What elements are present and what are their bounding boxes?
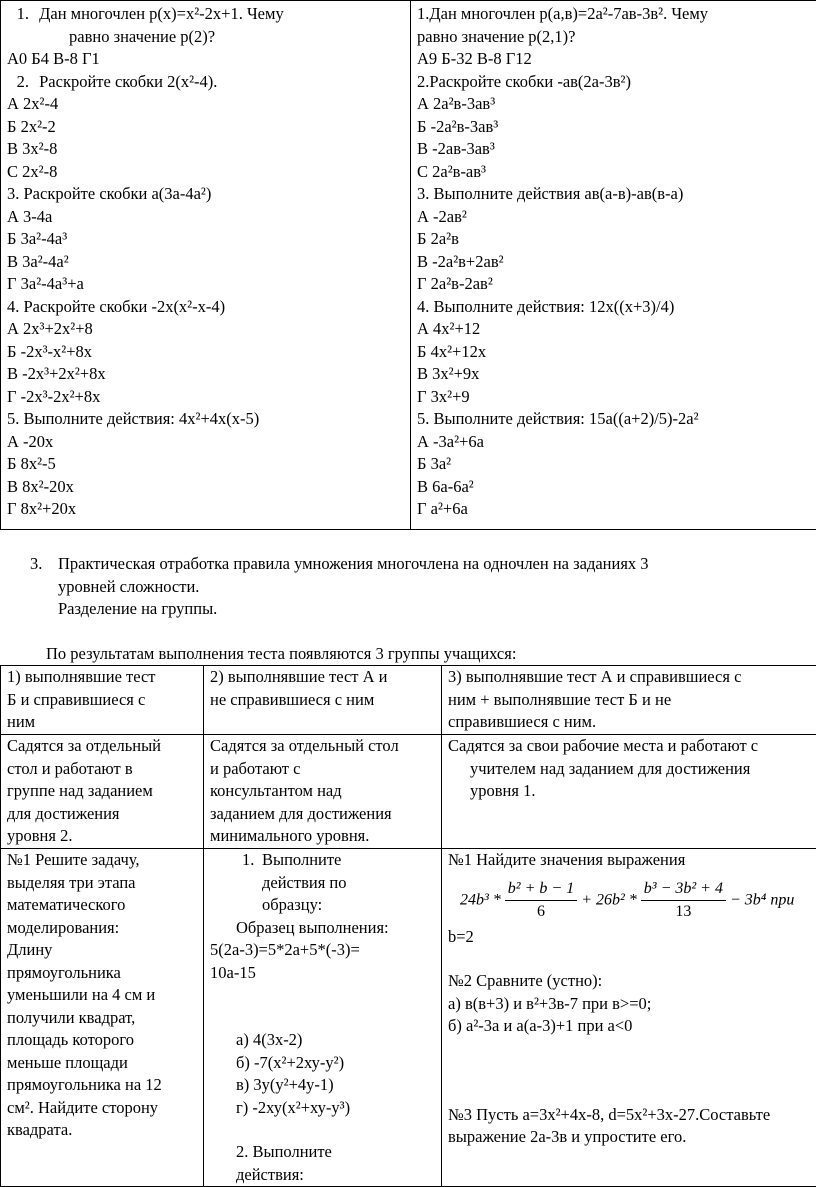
test-right-cell: 1.Дан многочлен р(а,в)=2а²-7ав-3в². Чему равно значение р(2,1)? А9 Б-32 В-8 Г12 2.Раскройте скобки -ав(2а-3в²) А 2а²в-3ав³ Б -2а²в-3ав³ В -2ав-3ав³ С 2а²в-ав³ 3. Выполните действия ав(а-в)-ав(в-а) А -2ав² Б 2а²в В -2а²в+2ав² Г 2а²в-2ав² 4. Выполните действия: 12х((х+3)/4) А 4х²+12 Б 4х²+12х В 3х²+9х Г 3х²+9 5. Выполните действия: 15а((а+2)/5)-2а² А -3а²+6а Б 3а² В 6а-6а² Г а²+6а: [411, 1, 816, 530]
left-q2: 2. Раскройте скобки 2(х²-4).: [7, 71, 404, 94]
exercise-col-3: №1 Найдите значения выражения 24b³ * $\frac{\text{b² + b − 1}}{6}$ + 26b² * $\frac{\text{b³ − 3b² + 4}}{13}$ − 3b⁴ при b=2 №2 Сравните (устно): а) в(в+3) и в²+3в-7 при в>=0; б) а²-3а и а(а-3)+1 при а<0 №3 Пусть а=3х²+4х-8, d=5х²+3х-27.Составьте выражение 2а-3в и упростите его.: [442, 849, 816, 1187]
exercise-col-1: №1 Решите задачу, выделяя три этапа математического моделирования: Длину прямоугольника уменьшили на 4 см и получили квадрат, площадь которого меньше площади прямоугольника на 12 см². Найдите сторону квадрата.: [1, 849, 204, 1187]
fraction-2: $\frac{\text{b³ − 3b² + 4}}{13}$: [641, 878, 726, 924]
groups-exercise-row: [1, 849, 816, 1187]
groups-task-row: Садятся за отдельный стол и работают в группе над заданием для достижения уровня 2. Садятся за отдельный стол и работают с консультантом над заданием для достижения минимального уровня. Садятся за свои рабочие места и работают с учителем над заданием для достижения уровня 1.: [1, 735, 816, 849]
exercise-col-2: 1. Выполните действия по образцу: Образец выполнения: 5(2а-3)=5*2а+5*(-3)= 10а-15 а) 4(3х-2) б) -7(х²+2ху-у²) в) 3у(у²+4у-1) г) -2ху(х²+ху-у³) 2. Выполните действия:: [204, 849, 442, 1187]
section-3: 3. Практическая отработка правила умножения многочлена на одночлен на заданиях 3 уровней сложности. Разделение на группы. По результатам выполнения теста появляются 3 группы учащихся:: [0, 553, 816, 665]
groups-intro: По результатам выполнения теста появляются 3 группы учащихся:: [0, 643, 816, 666]
left-q1: 1. Дан многочлен р(х)=х²-2х+1. Чему: [7, 3, 404, 26]
section-heading-line1: Практическая отработка правила умножения многочлена на одночлен на заданиях 3: [30, 554, 649, 573]
groups-table: [0, 665, 816, 1187]
section-number: 3.: [30, 553, 42, 576]
test-table: [0, 0, 816, 530]
expression-formula: 24b³ * $\frac{\text{b² + b − 1}}{6}$ + 26b² * $\frac{\text{b³ − 3b² + 4}}{13}$ − 3b⁴ при: [448, 872, 810, 926]
test-left-cell: 1. Дан многочлен р(х)=х²-2х+1. Чему равно значение р(2)? А0 Б4 В-8 Г1 2. Раскройте скобки 2(х²-4). А 2х²-4 Б 2х²-2 В 3х²-8 С 2х²-8 3. Раскройте скобки а(3а-4а²) А 3-4а Б 3а²-4а³ В 3а²-4а² Г 3а²-4а³+а 4. Раскройте скобки -2х(х²-х-4) А 2х³+2х²+8 Б -2х³-х²+8х В -2х³+2х²+8х Г -2х³-2х²+8х 5. Выполните действия: 4х²+4х(х-5) А -20х Б 8х²-5 В 8х²-20х Г 8х²+20х: [1, 1, 411, 530]
fraction-1: $\frac{\text{b² + b − 1}}{6}$: [505, 878, 577, 924]
groups-header-row: 1) выполнявшие тест Б и справившиеся с ним 2) выполнявшие тест А и не справившиеся с ним 3) выполнявшие тест А и справившиеся с ним + выполнявшие тест Б и не справившиеся с ним.: [1, 666, 816, 735]
